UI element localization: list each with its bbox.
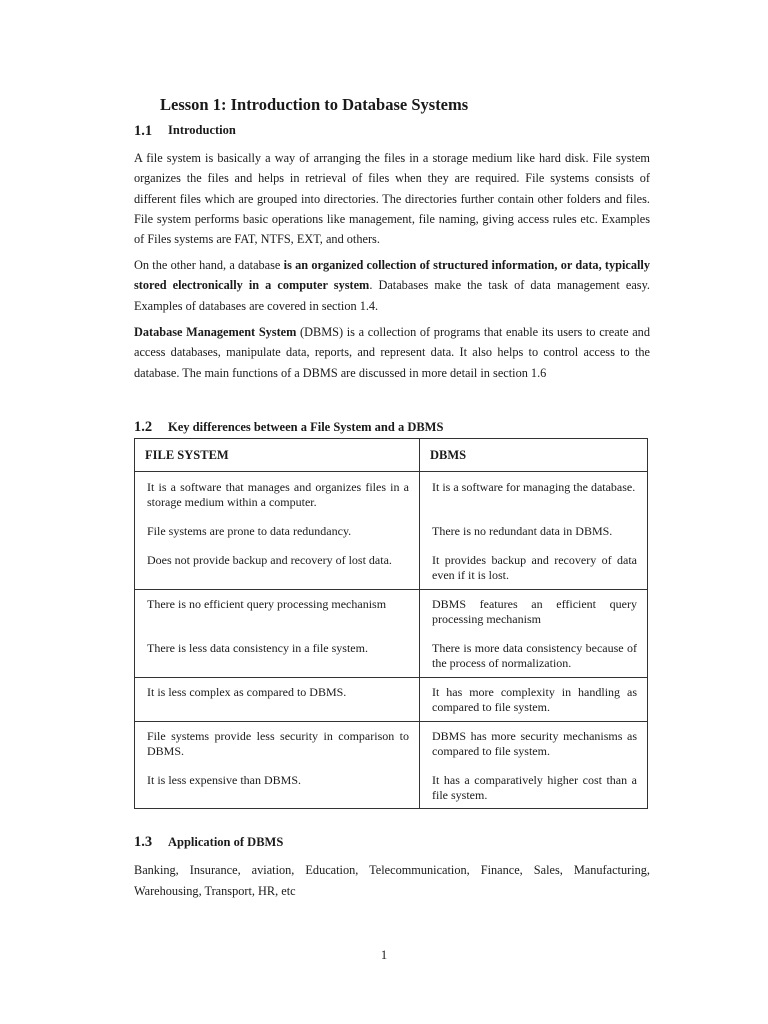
page-number: 1 xyxy=(380,948,388,962)
cell-text: It has a comparatively higher cost than a file system. xyxy=(432,773,637,802)
cell-text: It is less complex as compared to DBMS. xyxy=(147,685,347,699)
table-cell xyxy=(420,472,648,590)
section-number: 1.3 xyxy=(134,834,153,850)
applications-list: Banking, Insurance, aviation, Education, Telecommunication, Finance, Sales, Manufacturing, Warehousing, Transport, HR, etc xyxy=(134,863,650,898)
section-number: 1.2 xyxy=(134,419,153,435)
table-cell xyxy=(135,590,420,678)
comparison-table xyxy=(134,438,648,809)
cell-text: DBMS has more security mechanisms as compared to file system. xyxy=(432,729,637,758)
text-run: (DBMS) is a collection of programs that enable its users to create and access databases, manipulate data, reports, and represent data. It also helps to control access to the database. The main functions of a DBMS are discussed in more detail in section 1.6 xyxy=(134,325,650,380)
paragraph-file-system: A file system is basically a way of arranging the files in a storage medium like hard disk. File system organizes the files and helps in retrieval of files when they are required. File systems consists of different files which are grouped into directories. The directories further contain other folders and files. File system performs basic operations like management, file naming, giving access rules etc. Examples of Files systems are FAT, NTFS, EXT, and others. xyxy=(134,151,650,247)
table-header-file-system: FILE SYSTEM xyxy=(135,439,420,472)
section-title: Application of DBMS xyxy=(168,835,284,849)
cell-text: File systems provide less security in comparison to DBMS. xyxy=(147,729,409,758)
table-row xyxy=(135,678,648,722)
table-cell xyxy=(135,722,420,809)
cell-text: There is less data consistency in a file system. xyxy=(147,641,368,655)
table-cell xyxy=(420,590,648,678)
table-row xyxy=(135,472,648,590)
bold-definition: is an organized collection of structured information, or data, typically stored electronically in a computer system xyxy=(134,258,651,293)
section-title: Key differences between a File System and a DBMS xyxy=(168,420,444,434)
cell-text: It provides backup and recovery of data even if it is lost. xyxy=(432,553,637,582)
table-header-dbms: DBMS xyxy=(420,439,648,472)
section-title: Introduction xyxy=(168,123,236,137)
cell-text: It is less expensive than DBMS. xyxy=(147,773,301,787)
text-run: . Databases make the task of data management easy. Examples of databases are covered in section 1.4. xyxy=(134,278,651,313)
cell-text: Does not provide backup and recovery of lost data. xyxy=(147,553,392,567)
table-cell xyxy=(135,678,420,722)
table-cell xyxy=(420,722,648,809)
bold-term: Database Management System xyxy=(134,325,297,339)
cell-text: DBMS features an efficient query processing mechanism xyxy=(432,597,637,626)
section-number: 1.1 xyxy=(134,123,153,139)
cell-text: It is a software that manages and organizes files in a storage medium within a computer. xyxy=(147,480,409,509)
lesson-title: Lesson 1: Introduction to Database Systems xyxy=(160,95,469,114)
paragraph-database xyxy=(134,255,650,316)
cell-text: There is no redundant data in DBMS. xyxy=(432,524,613,538)
paragraph-dbms xyxy=(134,322,650,383)
table-cell xyxy=(420,678,648,722)
cell-text: It has more complexity in handling as compared to file system. xyxy=(432,685,637,714)
text-run: On the other hand, a database xyxy=(134,258,284,272)
cell-text: File systems are prone to data redundancy. xyxy=(147,524,352,538)
cell-text: There is no efficient query processing mechanism xyxy=(147,597,387,611)
table-row xyxy=(135,722,648,809)
table-cell xyxy=(135,472,420,590)
cell-text: It is a software for managing the database. xyxy=(432,480,636,494)
table-row xyxy=(135,590,648,678)
cell-text: There is more data consistency because of the process of normalization. xyxy=(432,641,637,670)
table-header-row xyxy=(135,439,648,472)
